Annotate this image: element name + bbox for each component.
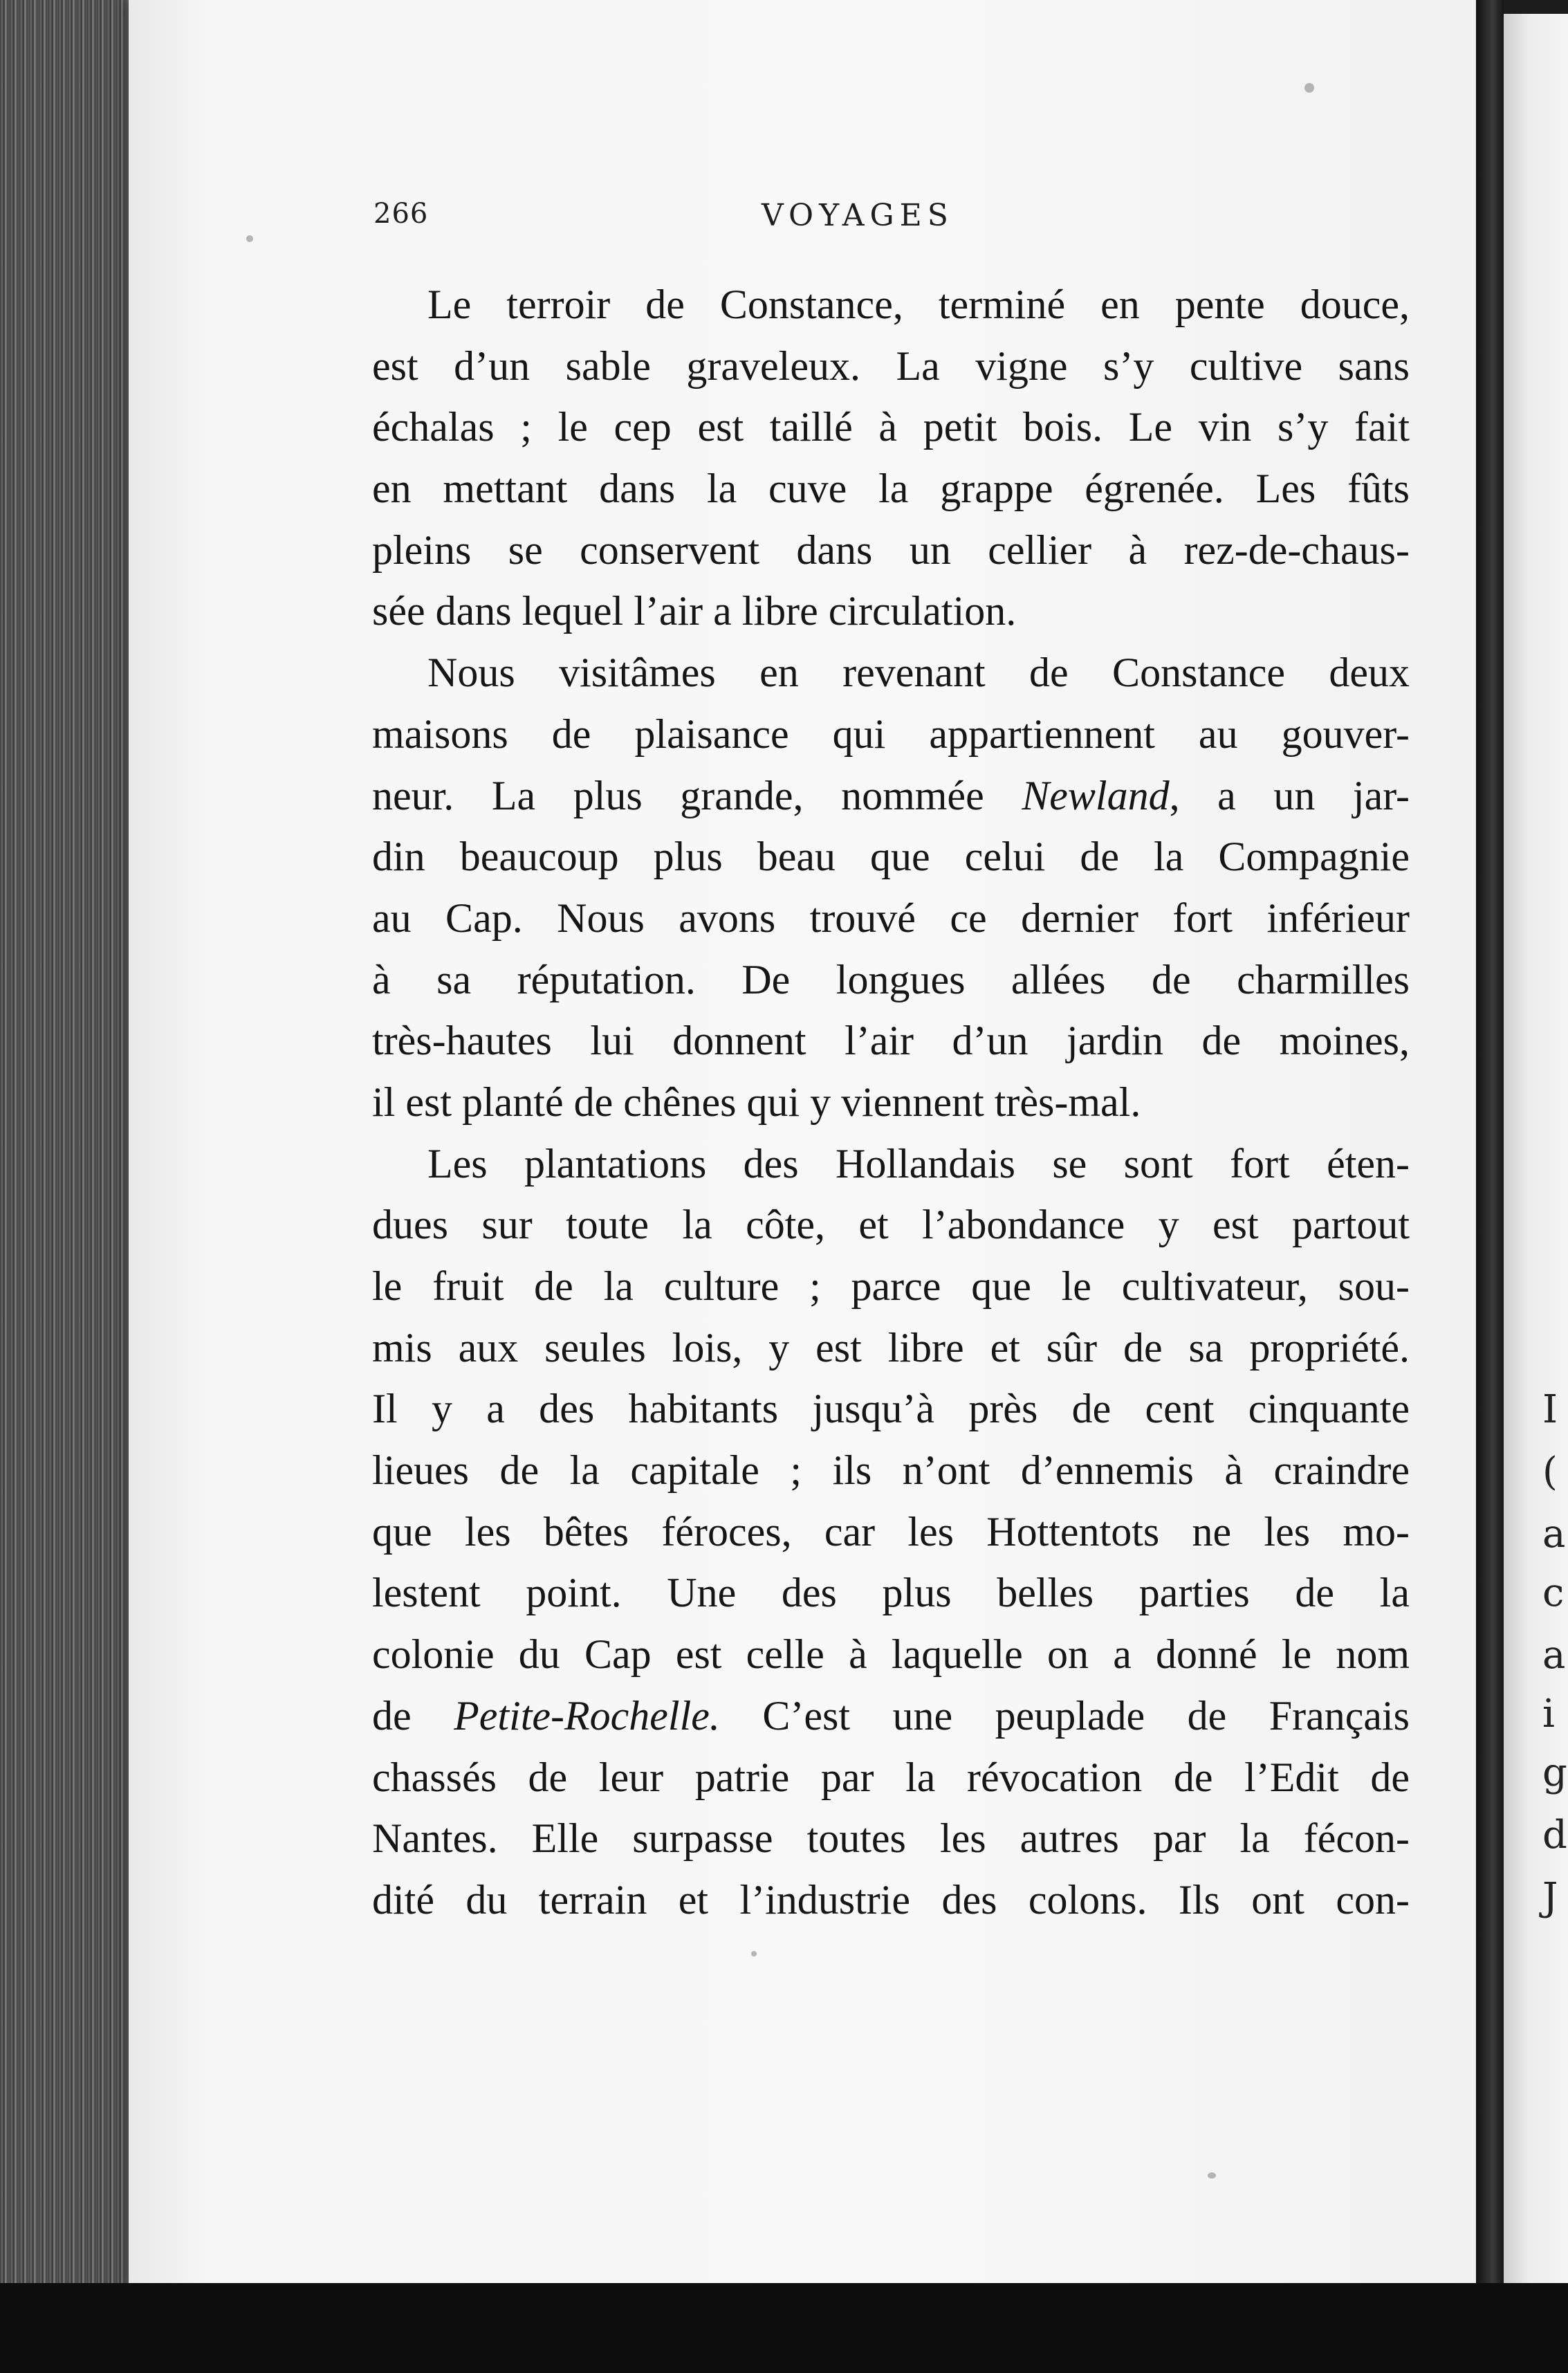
facing-page-letter: g <box>1542 1750 1567 1795</box>
facing-page-letter: c <box>1542 1570 1565 1615</box>
text-line-with-italic <box>372 765 1410 827</box>
facing-page-letter: a <box>1542 1633 1566 1678</box>
italic-place-name: Newland <box>1022 772 1170 818</box>
body-text <box>372 274 1410 1931</box>
text-line: lestent point. Une des plus belles parties de la <box>372 1570 1410 1616</box>
facing-page-letter: a <box>1542 1512 1566 1557</box>
italic-place-name: Petite-Rochelle. <box>454 1692 720 1739</box>
text-line: Nous visitâmes en revenant de Constance deux <box>427 650 1410 696</box>
text-line: lieues de la capitale ; ils n’ont d’ennemis à craindre <box>372 1447 1410 1494</box>
text-line: dité du terrain et l’industrie des colons. Ils ont con- <box>372 1876 1410 1923</box>
text-line: Il y a des habitants jusqu’à près de cent cinquante <box>372 1386 1410 1432</box>
paper-speck <box>1208 2172 1216 2179</box>
text-line: Le terroir de Constance, terminé en pente douce, <box>427 282 1410 327</box>
text-line: est d’un sable graveleux. La vigne s’y cultive sans <box>372 342 1410 389</box>
text-line: échalas ; le cep est taillé à petit bois. Le vin s’y fait <box>372 404 1410 450</box>
facing-page-letter: d <box>1542 1813 1567 1858</box>
text-line: sée dans lequel l’air a libre circulation. <box>372 588 1017 634</box>
page-number: 266 <box>373 198 429 230</box>
text-line: pleins se conservent dans un cellier à rez-de-chaus- <box>372 526 1410 573</box>
text-line: il est planté de chênes qui y viennent très-mal. <box>372 1079 1141 1125</box>
text-line: chassés de leur patrie par la révocation de l’Edit de <box>372 1754 1410 1800</box>
text-line: en mettant dans la cuve la grappe égrenée. Les fûts <box>372 466 1410 512</box>
facing-page-letter: I <box>1542 1387 1558 1432</box>
book-gutter <box>1476 0 1504 2373</box>
text-line: colonie du Cap est celle à laquelle on a donné le nom <box>372 1631 1410 1678</box>
text-fragment: de <box>372 1692 454 1739</box>
text-line: à sa réputation. De longues allées de charmilles <box>372 956 1410 1002</box>
facing-page-edge <box>1504 14 1568 2290</box>
text-line: mis aux seules lois, y est libre et sûr de sa propriété. <box>372 1324 1410 1371</box>
text-line: dues sur toute la côte, et l’abondance y est partout <box>372 1202 1410 1248</box>
paper-speck <box>751 1951 757 1957</box>
facing-page-letter: i <box>1542 1692 1555 1737</box>
text-line: din beaucoup plus beau que celui de la Compagnie <box>372 834 1410 880</box>
scan-bottom-edge <box>0 2283 1568 2373</box>
text-line: Les plantations des Hollandais se sont fort éten- <box>427 1140 1410 1186</box>
text-fragment: , a un jar- <box>1169 772 1410 818</box>
text-line: que les bêtes féroces, car les Hottentots ne les mo- <box>372 1508 1410 1555</box>
text-fragment: C’est une peuplade de Français <box>719 1692 1410 1739</box>
facing-page-letter: J <box>1542 1875 1558 1920</box>
paper-speck <box>1304 83 1314 93</box>
text-line: Nantes. Elle surpasse toutes les autres par la fécon- <box>372 1815 1410 1862</box>
facing-page-letter: ( <box>1542 1449 1558 1494</box>
text-line: au Cap. Nous avons trouvé ce dernier fort inférieur <box>372 895 1410 941</box>
book-page-edges <box>0 0 138 2373</box>
text-fragment: neur. La plus grande, nommée <box>372 772 1022 818</box>
text-line: maisons de plaisance qui appartiennent au gouver- <box>372 711 1410 757</box>
running-head <box>242 198 1418 239</box>
text-line: le fruit de la culture ; parce que le cultivateur, sou- <box>372 1263 1410 1309</box>
text-line: très-hautes lui donnent l’air d’un jardin de moines, <box>372 1018 1410 1064</box>
running-title: VOYAGES <box>762 198 954 233</box>
text-line-with-italic <box>372 1685 1410 1747</box>
